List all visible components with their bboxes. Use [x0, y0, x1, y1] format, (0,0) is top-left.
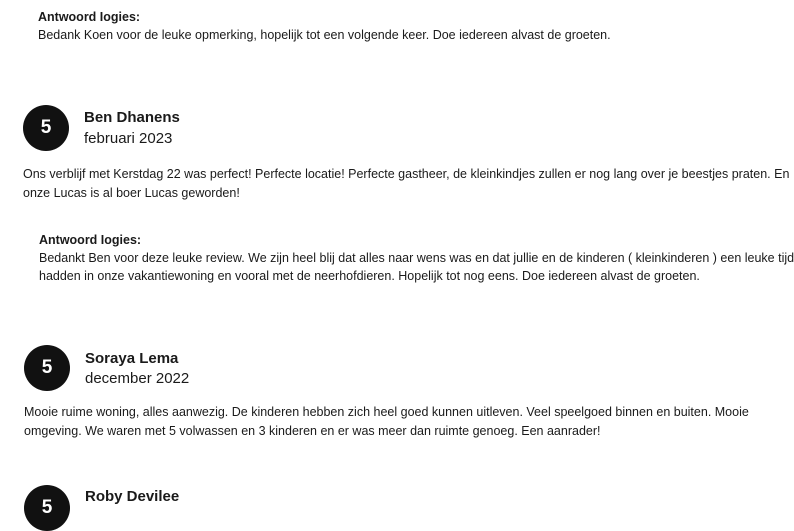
- owner-reply-text: [38, 26, 611, 44]
- review-score-badge: 5: [23, 105, 69, 151]
- review-date: februari 2023: [84, 130, 173, 147]
- owner-reply-text: [39, 249, 794, 285]
- owner-reply-line: hadden in onze vakantiewoning en vooral met de neerhofdieren. Hopelijk tot nog eens. Doe iedereen alvast de groeten.: [39, 269, 700, 283]
- owner-reply-label: Antwoord Iogies:: [39, 233, 142, 247]
- reviewer-name: Ben Dhanens: [84, 109, 180, 126]
- owner-reply-line: Bedank Koen voor de leuke opmerking, hopelijk tot een volgende keer. Doe iedereen alvast de groeten.: [38, 28, 611, 42]
- review-text: [23, 165, 789, 203]
- review-text-line: Ons verblijf met Kerstdag 22 was perfect! Perfecte locatie! Perfecte gastheer, de kleinkindjes zullen er nog lang over je beestjes praten. En: [23, 167, 790, 181]
- owner-reply: [38, 8, 611, 44]
- reviewer-name: Roby Devilee: [85, 488, 180, 505]
- owner-reply: [39, 231, 794, 285]
- review-text-line: Mooie ruime woning, alles aanwezig. De kinderen hebben zich heel goed kunnen uitleven. Veel speelgoed binnen en buiten. Mooie: [24, 405, 749, 419]
- owner-reply-line: Bedankt Ben voor deze leuke review. We zijn heel blij dat alles naar wens was en dat jullie en de kinderen ( kleinkinderen ) een leuke tijd: [39, 251, 794, 265]
- review-text-line: omgeving. We waren met 5 volwassen en 3 kinderen en er was meer dan ruimte genoeg. Een aanrader!: [24, 424, 601, 438]
- review-score-badge: 5: [24, 345, 70, 391]
- review-text-line: onze Lucas is al boer Lucas geworden!: [23, 186, 240, 200]
- reviewer-name: Soraya Lema: [85, 350, 179, 367]
- review-date: december 2022: [85, 370, 190, 387]
- owner-reply-label: Antwoord Iogies:: [38, 10, 141, 24]
- review-text: [24, 403, 749, 441]
- review-score-badge: 5: [24, 485, 70, 531]
